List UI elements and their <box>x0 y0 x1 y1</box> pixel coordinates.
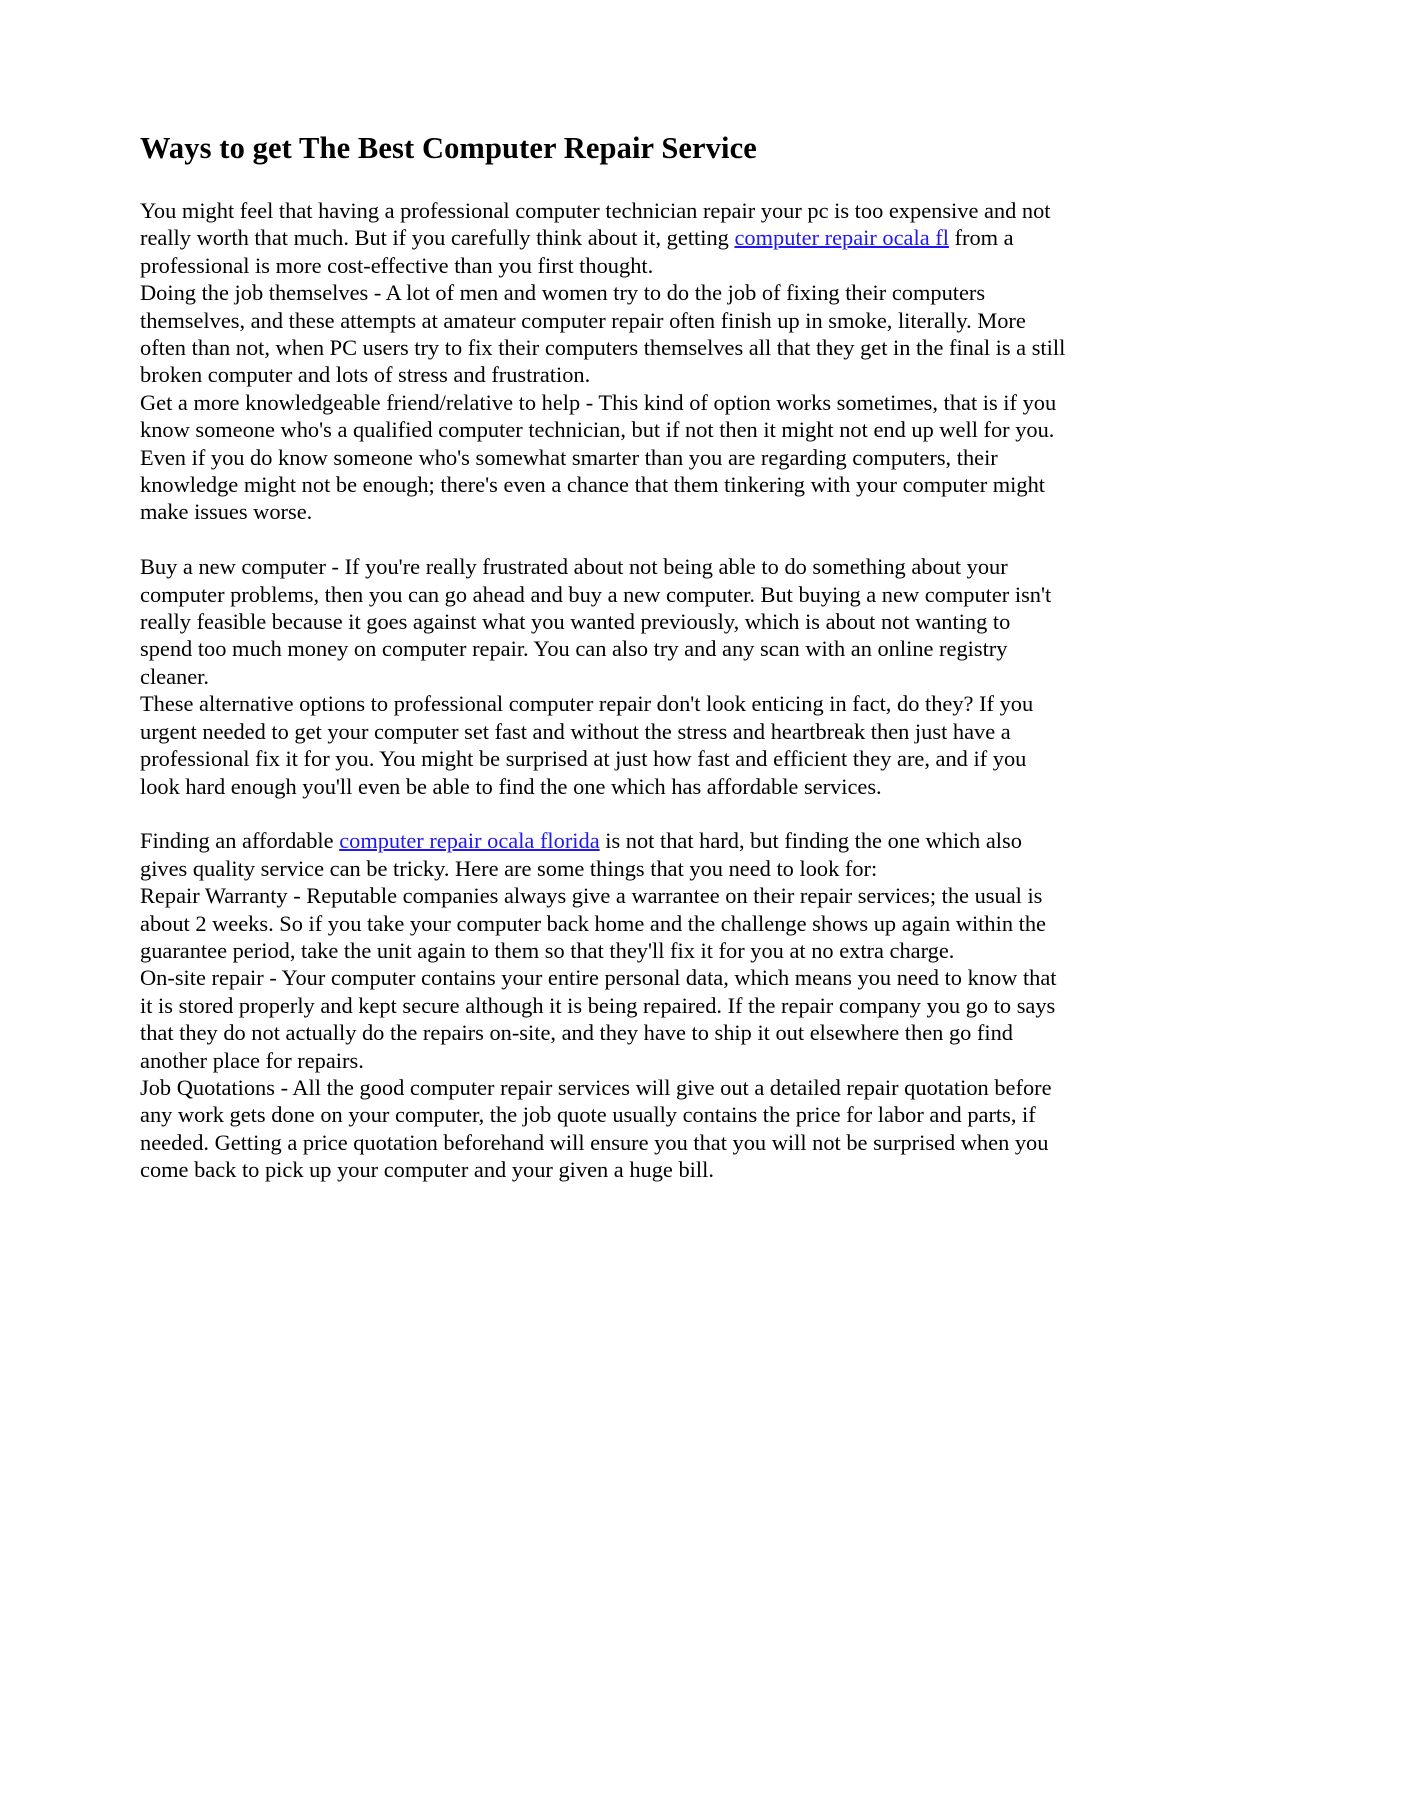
text-run: Buy a new computer - If you're really frustrated about not being able to do something about your computer problems, then you can go ahead and buy a new computer. But buying a new computer isn't really feasible because it goes against what you wanted previously, which is about not wanting to spend too much money on computer repair. You can also try and any scan with an online registry cleaner. <box>140 554 1052 689</box>
paragraph-intro <box>140 198 1051 278</box>
text-run: is not that hard, but finding the one which also gives quality service can be tricky. Here are some things that you need to look for: <box>140 828 1022 881</box>
text-run: These alternative options to professional computer repair don't look enticing in fact, do they? If you urgent needed to get your computer set fast and without the stress and heartbreak then just have a professional fix it for you. You might be surprised at just how fast and efficient they are, and if you look hard enough you'll even be able to find the one which has affordable services. <box>140 691 1034 799</box>
paragraph-group-1 <box>140 197 1068 526</box>
paragraph-finding-affordable <box>140 828 1022 880</box>
title-spacing <box>140 167 1068 197</box>
paragraph-buy-new-computer <box>140 554 1051 689</box>
text-run: Finding an affordable <box>140 828 340 854</box>
text-run: Job Quotations - All the good computer repair services will give out a detailed repair quotation before any work gets done on your computer, the job quote usually contains the price for labor and parts, if needed. Getting a price quotation beforehand will ensure you that you will not be surprised when you come back to pick up your computer and your given a huge bill. <box>140 1074 1052 1183</box>
paragraph-on-site-repair <box>140 965 1057 1072</box>
text-run: You might feel that having a professional computer technician repair your pc is too expensive and not really worth that much. But if you carefully think about it, getting <box>140 197 1051 251</box>
paragraph-doing-job-themselves <box>140 280 1065 387</box>
text-run: Doing the job themselves - A lot of men and women try to do the job of fixing their computers themselves, and these attempts at amateur computer repair often finish up in smoke, literally. More often than not, when PC users try to fix their computers themselves all that they get in the final is a still broken computer and lots of stress and frustration. <box>140 280 1066 388</box>
text-run: Get a more knowledgeable friend/relative to help - This kind of option works sometimes, that is if you know someone who's a qualified computer technician, but if not then it might not end up well for you. Even if you do know someone who's somewhat smarter than you are regarding computers, their knowledge might not be enough; there's even a chance that them tinkering with your computer might make issues worse. <box>140 389 1057 525</box>
text-run: On-site repair - Your computer contains your entire personal data, which means you need to know that it is stored properly and kept secure although it is being repaired. If the repair company you go to says that they do not actually do the repairs on-site, and they have to ship it out elsewhere then go find another place for repairs. <box>140 965 1057 1073</box>
inline-link[interactable]: computer repair ocala fl <box>734 225 949 251</box>
text-run: Repair Warranty - Reputable companies always give a warrantee on their repair services; the usual is about 2 weeks. So if you take your computer back home and the challenge shows up again within the guarantee period, take the unit again to them so that they'll fix it for you at no extra charge. <box>140 883 1046 963</box>
inline-link[interactable]: computer repair ocala florida <box>339 828 600 854</box>
text-run: from a professional is more cost-effective than you first thought. <box>140 225 1014 278</box>
paragraph-group-2 <box>140 553 1068 800</box>
paragraph-group-3 <box>140 827 1068 1183</box>
paragraph-spacer-1 <box>140 526 1068 553</box>
paragraph-knowledgeable-friend <box>140 390 1056 525</box>
paragraph-spacer-2 <box>140 800 1068 827</box>
paragraph-job-quotations <box>140 1075 1052 1182</box>
paragraph-alternative-options <box>140 691 1033 798</box>
page-title: Ways to get The Best Computer Repair Service <box>140 131 757 165</box>
document-body <box>140 131 1068 1184</box>
paragraph-repair-warranty <box>140 883 1046 963</box>
